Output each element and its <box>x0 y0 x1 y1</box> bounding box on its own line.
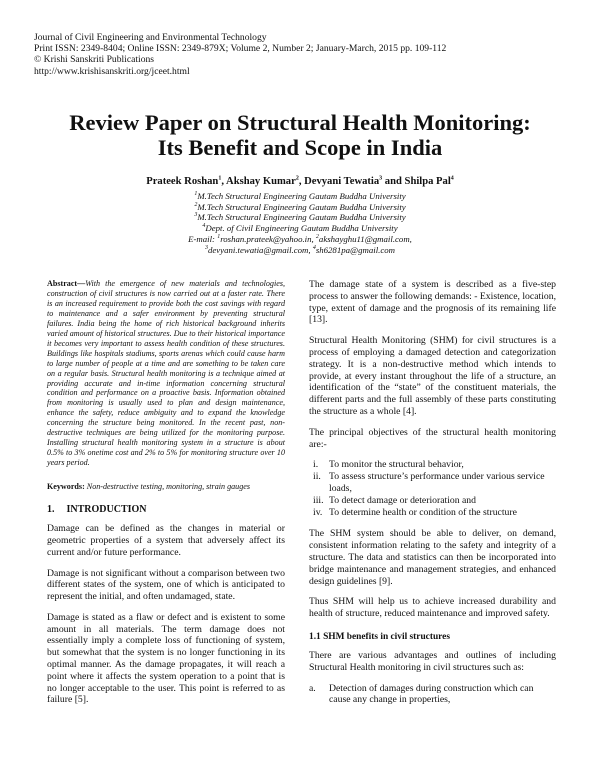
list-marker: iii. <box>313 494 324 506</box>
email-address[interactable]: devyani.tewatia@gmail.com, <box>207 244 313 255</box>
author-name: Akshay Kumar <box>226 176 296 187</box>
list-item <box>309 495 556 507</box>
list-item <box>309 459 556 471</box>
affiliation <box>0 202 600 213</box>
author-sup: 1 <box>218 175 222 182</box>
issn-line: Print ISSN: 2349-8404; Online ISSN: 2349-879X; Volume 2, Number 2; January-March, 2015 pp. 109-112 <box>34 43 447 55</box>
email-line-1 <box>0 234 600 245</box>
list-text: To detect damage or deterioration and <box>329 494 476 506</box>
journal-name: Journal of Civil Engineering and Environmental Technology <box>34 32 267 43</box>
author-separator: , <box>221 176 227 187</box>
affil-sup: 3 <box>194 212 198 219</box>
section-title: INTRODUCTION <box>66 504 147 516</box>
title-line-2: Its Benefit and Scope in India <box>157 135 443 160</box>
list-marker: ii. <box>313 471 321 483</box>
email-line-2 <box>0 245 600 256</box>
affiliation <box>0 223 600 234</box>
author-sup: 2 <box>295 175 299 182</box>
author-name: Prateek Roshan <box>146 176 219 187</box>
section-number: 1. <box>47 504 55 516</box>
right-column <box>309 279 556 706</box>
author-name: Devyani Tewatia <box>304 176 380 187</box>
author-list <box>0 176 600 187</box>
abstract-text: With the emergence of new materials and technologies, construction of civil structures is now carried out at a faster rate. There is an increased requirement to provide both the cost savings with regard to maintenance and a safer environment by preventing structural failures. India being the home of rich historical background inherits varied amount of historical structures. Due to their historical importance it becomes very important to assess health condition of these structures. Buildings like hospitals stadiums, sports arenas which could cause harm to large number of people at a time and are something to be taken care on a regular basis. Structural health monitoring is a technique aimed at providing accurate and in-time information concerning structural condition and performance on a proactive basis. Information obtained from monitoring is usually used to plan and design maintenance, enhance the safety, reduce ambiguity and to expand the knowledge concerning the structure being monitored. In the recent past, non-destructive techniques are being utilized for the monitoring purpose. Installing structural health monitoring system in a structure is about 0.5% to 3% onetime cost and 2% to 5% for monitoring structure over 10 years period. <box>47 279 285 468</box>
author-separator: , <box>298 176 305 187</box>
affil-text: M.Tech Structural Engineering Gautam Buddha University <box>197 191 406 201</box>
email-sup: 2 <box>315 233 319 240</box>
publisher: © Krishi Sanskriti Publications <box>34 54 155 66</box>
subsection-heading: 1.1 SHM benefits in civil structures <box>309 631 450 642</box>
list-text: To assess structure’s performance under various service loads, <box>329 471 545 494</box>
affil-sup: 1 <box>194 191 198 198</box>
keywords-label: Keywords: <box>47 482 85 492</box>
list-item <box>309 471 556 495</box>
journal-url[interactable]: http://www.krishisanskriti.org/jceet.html <box>34 65 190 77</box>
paragraph: Damage can be defined as the changes in material or geometric properties of a system that adversely affect its current and/or future performance. <box>47 523 285 558</box>
list-text: Detection of damages during construction which can cause any change in properties, <box>329 682 534 706</box>
author-name: Shilpa Pal <box>404 176 451 187</box>
keywords-text: Non-destructive testing, monitoring, strain gauges <box>84 482 251 492</box>
list-marker: a. <box>309 682 316 694</box>
list-marker: iv. <box>313 506 323 518</box>
author-sup: 3 <box>379 175 383 182</box>
email-label: E-mail: <box>188 233 218 244</box>
paragraph: Damage is not significant without a comparison between two different states of the system, one of which is anticipated to represent the initial, and often undamaged, state. <box>47 567 285 603</box>
paragraph: The damage state of a system is described as a five-step process to answer the following demands: - Existence, location, type, extent of damage and the prognosis of its remaining life [13]. <box>309 279 556 326</box>
email-sup: 1 <box>217 233 221 240</box>
paragraph: The principal objectives of the structural health monitoring are:- <box>309 426 556 450</box>
paper-title <box>0 110 600 160</box>
keywords <box>47 482 285 491</box>
author-sup: 4 <box>450 175 454 182</box>
affil-sup: 4 <box>202 223 206 230</box>
affil-text: Dept. of Civil Engineering Gautam Buddha University <box>205 223 398 234</box>
email-address[interactable]: akshayghu11@gmail.com, <box>318 233 412 244</box>
abstract <box>47 279 285 468</box>
affil-sup: 2 <box>194 201 198 208</box>
paragraph: Structural Health Monitoring (SHM) for civil structures is a process of employing a damaged detection and categorization strategy. It is a non-destructive method which intends to provide, at every instant throughout the life of a structure, an identification of the “state” of the constituent materials, the different parts and the full assembly of these parts constituting the structure as a whole [4]. <box>309 335 556 417</box>
journal-header <box>34 32 446 77</box>
affiliation <box>0 212 600 223</box>
affil-text: M.Tech Structural Engineering Gautam Buddha University <box>197 212 406 223</box>
author-and: and <box>382 176 405 187</box>
objectives-list <box>309 459 556 518</box>
list-text: To monitor the structural behavior, <box>329 459 464 471</box>
list-marker: i. <box>313 459 319 471</box>
benefit-list-item <box>309 683 556 707</box>
email-address[interactable]: sh6281pa@gmail.com <box>315 244 396 255</box>
affil-text: M.Tech Structural Engineering Gautam Buddha University <box>197 201 406 212</box>
title-line-1: Review Paper on Structural Health Monitoring: <box>69 110 531 135</box>
paragraph: Damage is stated as a flaw or defect and is existent to some amount in all materials. The term damage does not essentially imply a complete loss of functioning of system, but somewhat that the system is no longer functioning in its optimal manner. As the damage propagates, it will reach a point where it affects the system operation to a point that is no longer acceptable to the user. This point is referred to as failure [5]. <box>47 611 285 706</box>
paragraph: The SHM system should be able to deliver, on demand, consistent information relating to the safety and integrity of a structure. The data and statistics can then be incorporated into bridge maintenance and management strategies, and enhanced design guidelines [9]. <box>309 528 556 587</box>
affiliations <box>0 191 600 255</box>
left-column <box>47 279 285 715</box>
email-sup: 3 <box>204 244 208 251</box>
email-address[interactable]: roshan.prateek@yahoo.in, <box>220 233 316 244</box>
email-sup: 4 <box>312 244 316 251</box>
list-text: To determine health or condition of the structure <box>329 506 517 518</box>
affiliation <box>0 191 600 202</box>
list-item <box>309 507 556 519</box>
paragraph: There are various advantages and outlines of including Structural Health monitoring in civil structures such as: <box>309 649 556 673</box>
section-heading-introduction <box>47 504 285 515</box>
paragraph: Thus SHM will help us to achieve increased durability and health of structure, reduced maintenance and improved safety. <box>309 596 556 620</box>
abstract-label: Abstract— <box>47 279 86 288</box>
